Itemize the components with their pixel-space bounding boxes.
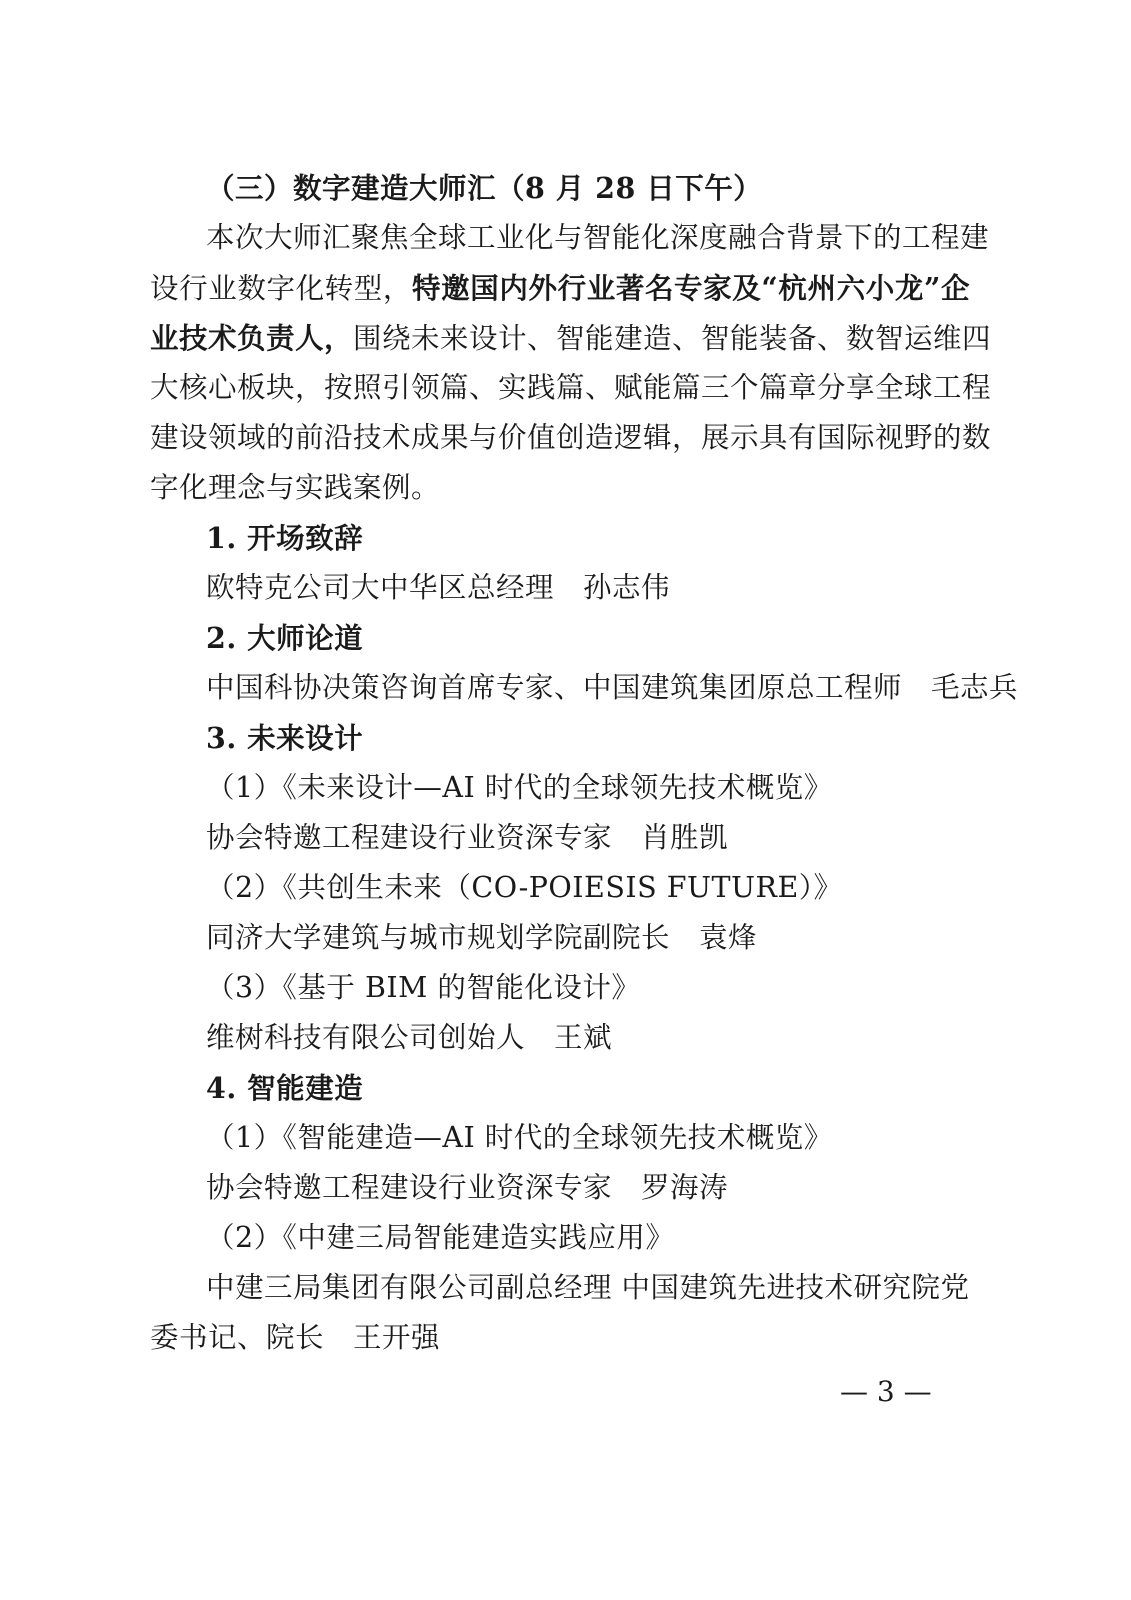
intro-line-1: 本次大师汇聚焦全球工业化与智能化深度融合背景下的工程建 [206,221,990,254]
build-speaker-2-line-1: 中建三局集团有限公司副总经理 中国建筑先进技术研究院党 [206,1271,970,1304]
design-talk-1: （1）《未来设计—AI 时代的全球领先技术概览》 [206,771,833,804]
intro-line-2-normal: 设行业数字化转型， [150,272,413,305]
section-title: （三）数字建造大师汇（8 月 28 日下午） [206,171,763,205]
intro-line-2-bold: 特邀国内外行业著名专家及“杭州六小龙”企 [412,271,970,305]
build-talk-2: （2）《中建三局智能建造实践应用》 [206,1221,675,1254]
build-talk-1: （1）《智能建造—AI 时代的全球领先技术概览》 [206,1121,833,1154]
intro-line-5: 建设领域的前沿技术成果与价值创造逻辑，展示具有国际视野的数 [150,421,992,454]
intro-line-3-bold: 业技术负责人， [150,321,354,355]
design-heading: 3. 未来设计 [206,721,364,755]
opening-speaker: 欧特克公司大中华区总经理 孙志伟 [206,571,671,604]
opening-heading: 1. 开场致辞 [206,521,364,555]
intro-line-3 [150,318,992,359]
intro-line-4: 大核心板块，按照引领篇、实践篇、赋能篇三个篇章分享全球工程 [150,371,992,404]
design-speaker-2: 同济大学建筑与城市规划学院副院长 袁烽 [206,921,758,954]
design-speaker-1: 协会特邀工程建设行业资深专家 肖胜凯 [206,821,729,854]
design-talk-2: （2）《共创生未来（CO-POIESIS FUTURE）》 [206,871,843,904]
build-speaker-1: 协会特邀工程建设行业资深专家 罗海涛 [206,1171,729,1204]
build-heading: 4. 智能建造 [206,1071,364,1105]
design-speaker-3: 维树科技有限公司创始人 王斌 [206,1021,613,1054]
intro-line-2 [150,268,970,309]
build-speaker-2-line-2: 委书记、院长 王开强 [150,1321,441,1354]
intro-line-3-normal: 围绕未来设计、智能建造、智能装备、数智运维四 [353,322,992,355]
master-heading: 2. 大师论道 [206,621,364,655]
design-talk-3: （3）《基于 BIM 的智能化设计》 [206,971,641,1004]
page-number: — 3 — [840,1375,932,1408]
intro-line-6: 字化理念与实践案例。 [150,471,441,504]
master-speaker: 中国科协决策咨询首席专家、中国建筑集团原总工程师 毛志兵 [206,671,1019,704]
